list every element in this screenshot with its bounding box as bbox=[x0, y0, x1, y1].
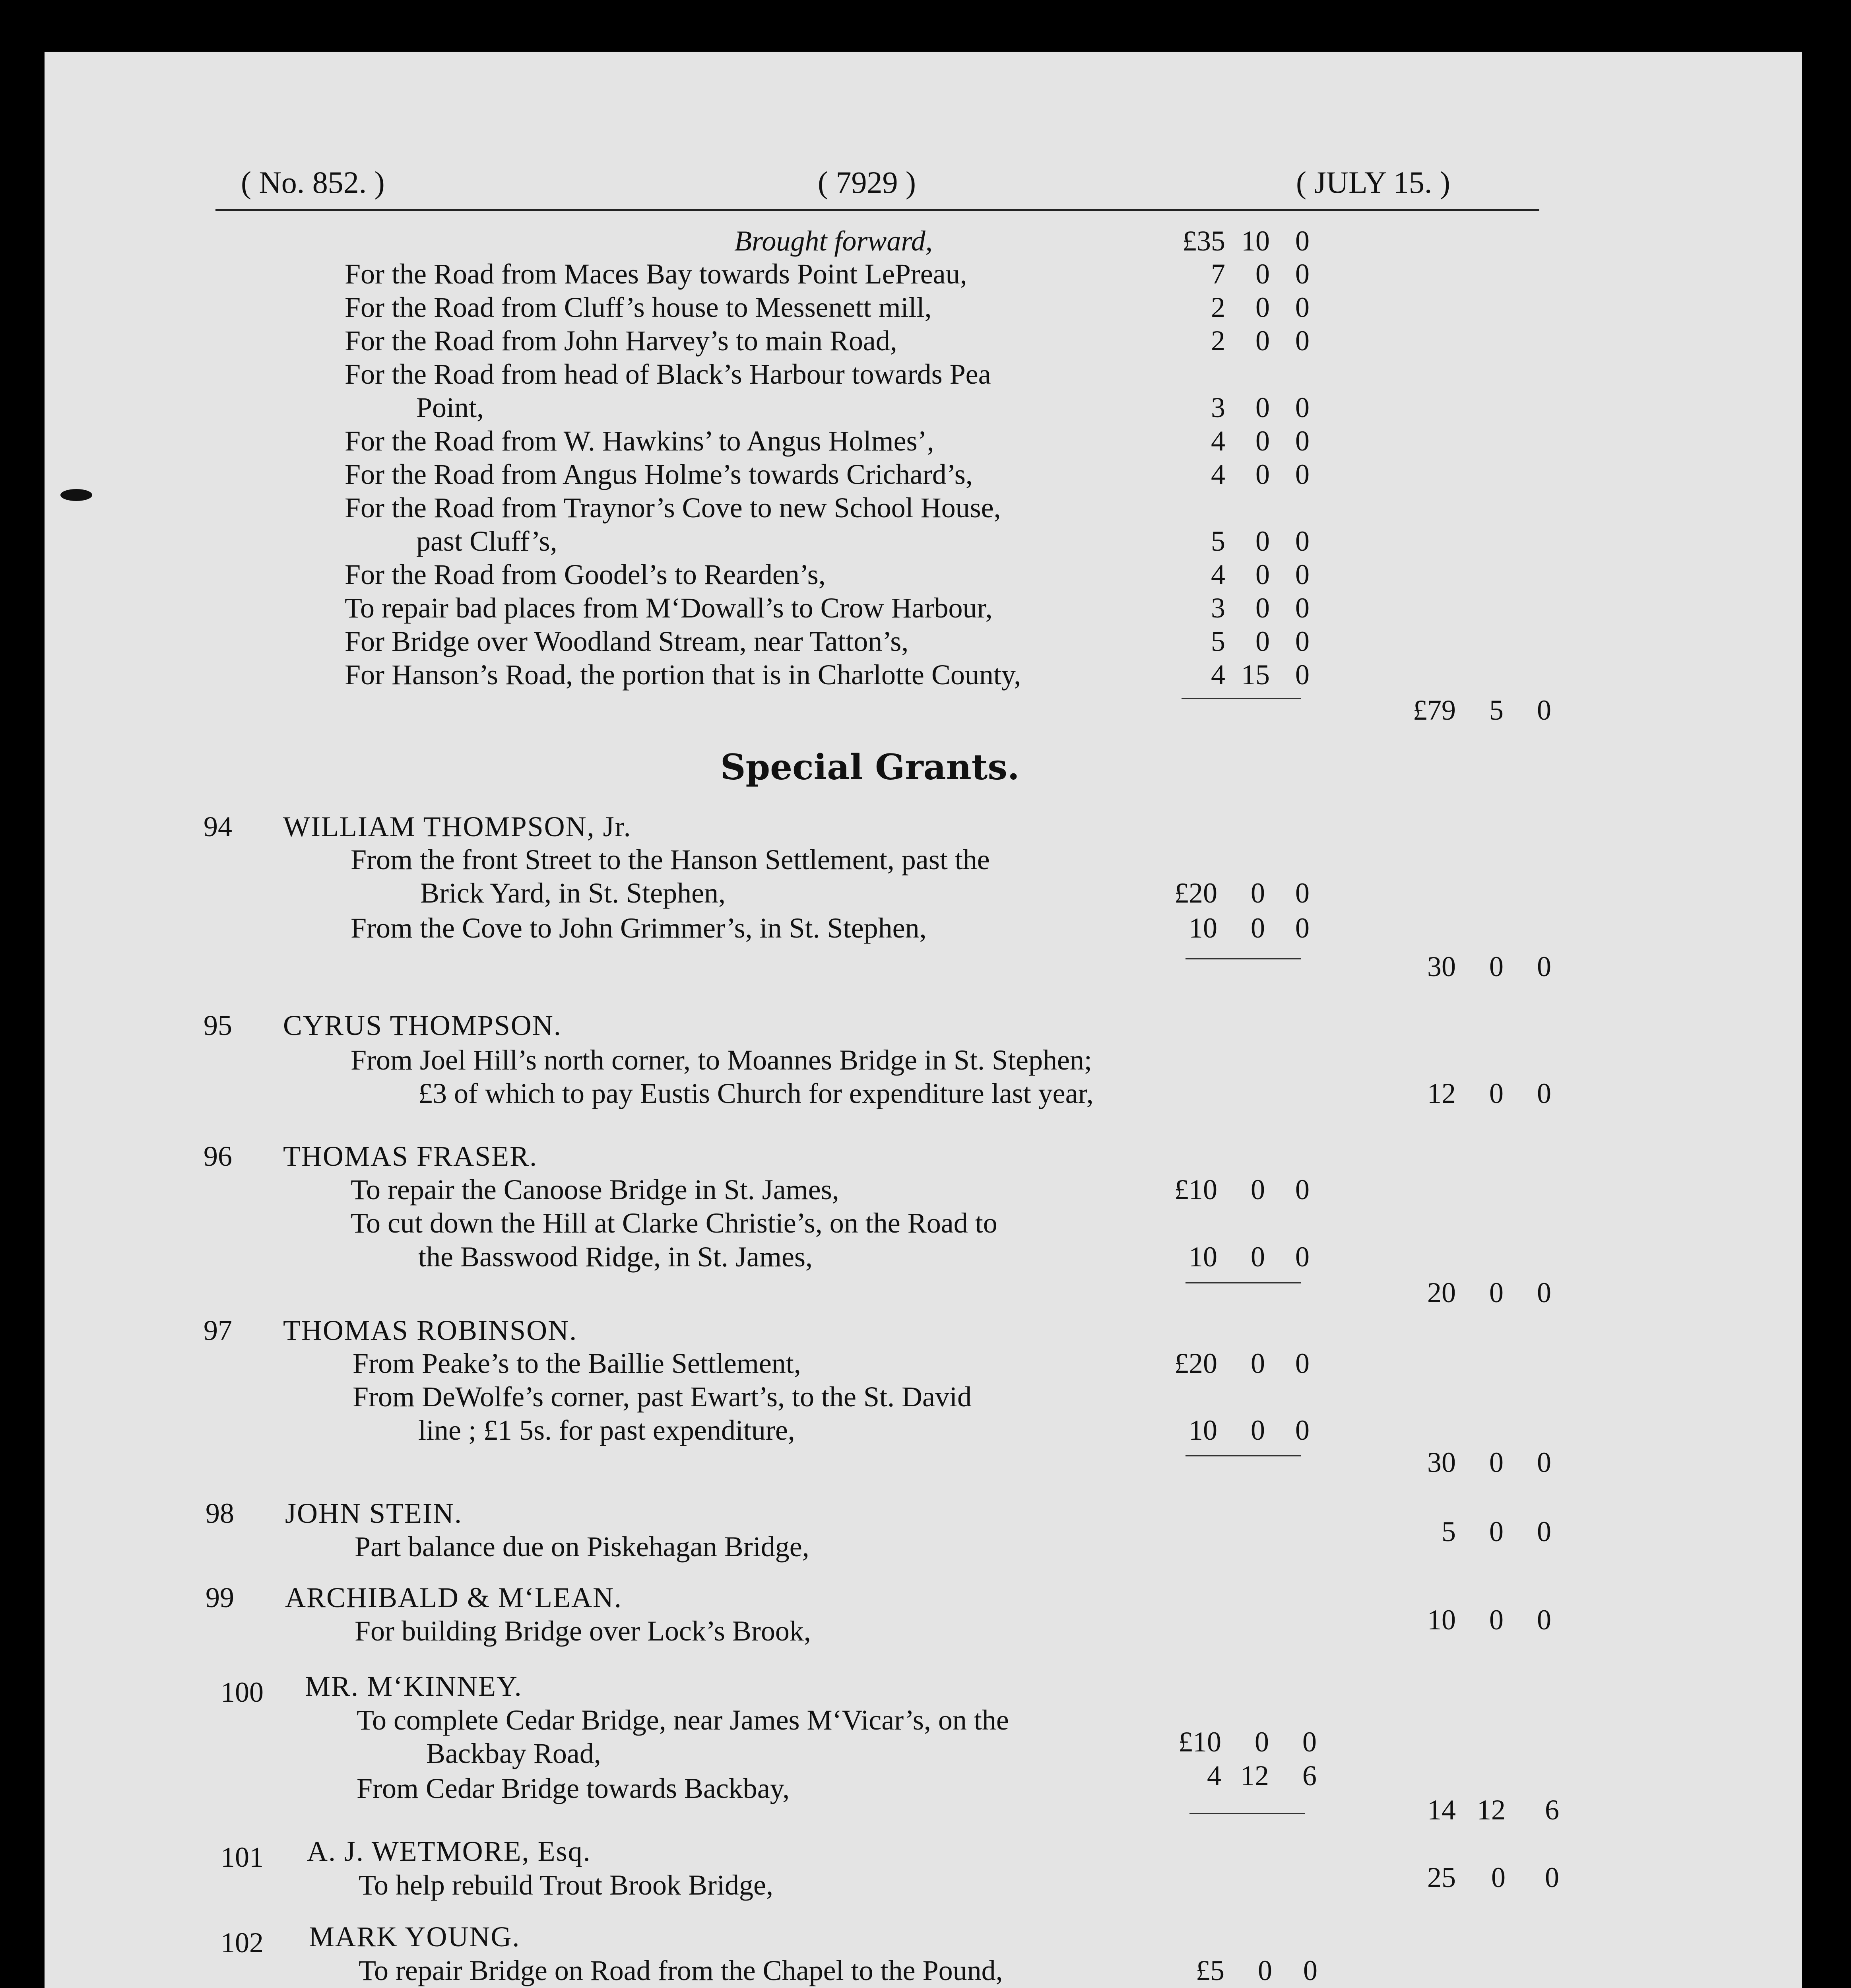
amount-pounds: 4 bbox=[1211, 425, 1225, 457]
total-pounds: 25 bbox=[1427, 1862, 1456, 1893]
total-shillings: 0 bbox=[1489, 1077, 1504, 1109]
total-pounds: 14 bbox=[1427, 1794, 1456, 1826]
total-pounds: £79 bbox=[1413, 694, 1456, 726]
amount-pounds: 10 bbox=[1189, 912, 1217, 944]
road-desc: For Bridge over Woodland Stream, near Tatton’s, bbox=[345, 625, 909, 657]
amount-pence: 0 bbox=[1295, 525, 1310, 557]
sum-rule bbox=[1185, 1455, 1301, 1456]
total-pence: 0 bbox=[1537, 1446, 1551, 1478]
header-date: ( JULY 15. ) bbox=[1296, 165, 1450, 200]
amount-pence: 6 bbox=[1302, 1760, 1317, 1792]
grant-desc-cont: £3 of which to pay Eustis Church for expenditure last year, bbox=[418, 1077, 1094, 1109]
grantee-name: ARCHIBALD & M‘LEAN. bbox=[285, 1582, 622, 1613]
amount-shillings: 0 bbox=[1255, 592, 1270, 624]
grantee-name: MARK YOUNG. bbox=[309, 1921, 520, 1953]
grant-desc-cont: Brick Yard, in St. Stephen, bbox=[420, 877, 726, 909]
grant-desc: To complete Cedar Bridge, near James M‘Vicar’s, on the bbox=[357, 1704, 1009, 1736]
total-shillings: 0 bbox=[1489, 1516, 1504, 1547]
amount-shillings: 0 bbox=[1255, 458, 1270, 490]
grantee-name: A. J. WETMORE, Esq. bbox=[307, 1835, 591, 1867]
amount-pounds: 4 bbox=[1207, 1760, 1221, 1792]
amount-shillings: 0 bbox=[1255, 258, 1270, 290]
amount-shillings: 0 bbox=[1251, 877, 1265, 909]
road-desc: For the Road from Angus Holme’s towards Crichard’s, bbox=[345, 458, 973, 490]
total-pounds: 12 bbox=[1427, 1077, 1456, 1109]
road-desc: For the Road from Goodel’s to Rearden’s, bbox=[345, 559, 826, 590]
amount-pounds: 5 bbox=[1211, 525, 1225, 557]
amount-shillings: 0 bbox=[1255, 625, 1270, 657]
grant-desc: Part balance due on Piskehagan Bridge, bbox=[355, 1531, 809, 1563]
grant-number: 101 bbox=[221, 1841, 264, 1873]
amount-pence: 0 bbox=[1295, 325, 1310, 357]
amount-pounds: £35 bbox=[1182, 225, 1225, 257]
total-pounds: 20 bbox=[1427, 1277, 1456, 1309]
total-pence: 0 bbox=[1537, 1077, 1551, 1109]
total-shillings: 0 bbox=[1489, 951, 1504, 982]
total-pence: 0 bbox=[1537, 1516, 1551, 1547]
amount-pence: 0 bbox=[1295, 912, 1310, 944]
amount-shillings: 10 bbox=[1241, 225, 1270, 257]
grantee-name: WILLIAM THOMPSON, Jr. bbox=[283, 811, 632, 843]
amount-pounds: 2 bbox=[1211, 325, 1225, 357]
amount-pence: 0 bbox=[1295, 392, 1310, 423]
amount-pounds: £5 bbox=[1196, 1955, 1224, 1986]
grantee-name: THOMAS FRASER. bbox=[283, 1140, 538, 1172]
grant-desc: From Peake’s to the Baillie Settlement, bbox=[353, 1347, 801, 1379]
amount-pounds: £20 bbox=[1174, 877, 1217, 909]
grant-number: 99 bbox=[206, 1582, 234, 1613]
ink-blot bbox=[60, 489, 92, 501]
grant-desc: From Joel Hill’s north corner, to Moannes Bridge in St. Stephen; bbox=[351, 1044, 1092, 1076]
header-number: ( No. 852. ) bbox=[241, 165, 385, 200]
amount-pence: 0 bbox=[1295, 1241, 1310, 1273]
grant-number: 98 bbox=[206, 1497, 234, 1529]
total-pounds: 5 bbox=[1442, 1516, 1456, 1547]
grantee-name: THOMAS ROBINSON. bbox=[283, 1314, 578, 1346]
total-pence: 0 bbox=[1537, 1277, 1551, 1309]
amount-pounds: £10 bbox=[1178, 1726, 1221, 1758]
amount-pounds: 10 bbox=[1189, 1241, 1217, 1273]
amount-pounds: 4 bbox=[1211, 458, 1225, 490]
amount-shillings: 0 bbox=[1251, 1414, 1265, 1446]
amount-pounds: 2 bbox=[1211, 291, 1225, 323]
total-shillings: 12 bbox=[1477, 1794, 1506, 1826]
grant-desc: To help rebuild Trout Brook Bridge, bbox=[359, 1869, 773, 1901]
amount-shillings: 0 bbox=[1255, 392, 1270, 423]
total-pence: 0 bbox=[1537, 1604, 1551, 1636]
amount-shillings: 0 bbox=[1251, 912, 1265, 944]
amount-pence: 0 bbox=[1295, 1414, 1310, 1446]
grant-number: 97 bbox=[204, 1314, 232, 1346]
amount-shillings: 0 bbox=[1255, 325, 1270, 357]
amount-pence: 0 bbox=[1295, 1347, 1310, 1379]
sum-rule bbox=[1185, 958, 1301, 959]
brought-forward-label: Brought forward, bbox=[734, 225, 933, 257]
amount-shillings: 0 bbox=[1255, 1726, 1269, 1758]
road-desc: For the Road from Cluff’s house to Messenett mill, bbox=[345, 291, 932, 323]
total-pounds: 30 bbox=[1427, 1446, 1456, 1478]
road-desc: For the Road from John Harvey’s to main Road, bbox=[345, 325, 897, 357]
amount-shillings: 15 bbox=[1241, 659, 1270, 691]
amount-pounds: 10 bbox=[1189, 1414, 1217, 1446]
grant-number: 94 bbox=[204, 811, 232, 843]
sum-rule bbox=[1185, 1282, 1301, 1283]
amount-pounds: 5 bbox=[1211, 625, 1225, 657]
total-shillings: 0 bbox=[1489, 1446, 1504, 1478]
amount-shillings: 0 bbox=[1255, 291, 1270, 323]
amount-pence: 0 bbox=[1295, 291, 1310, 323]
road-desc: For the Road from W. Hawkins’ to Angus Holmes’, bbox=[345, 425, 934, 457]
amount-shillings: 0 bbox=[1255, 559, 1270, 590]
road-desc-cont: past Cluff’s, bbox=[416, 525, 557, 557]
total-pence: 6 bbox=[1545, 1794, 1559, 1826]
amount-pence: 0 bbox=[1303, 1955, 1317, 1986]
road-desc: For the Road from Maces Bay towards Point LePreau, bbox=[345, 258, 967, 290]
total-pounds: 30 bbox=[1427, 951, 1456, 982]
amount-pounds: 4 bbox=[1211, 559, 1225, 590]
amount-pence: 0 bbox=[1295, 559, 1310, 590]
grant-desc: To repair Bridge on Road from the Chapel to the Pound, bbox=[359, 1955, 1003, 1986]
amount-pounds: £10 bbox=[1174, 1174, 1217, 1206]
grant-desc: To repair the Canoose Bridge in St. James, bbox=[351, 1174, 839, 1206]
amount-pence: 0 bbox=[1295, 225, 1310, 257]
grantee-name: MR. M‘KINNEY. bbox=[305, 1670, 522, 1702]
total-pounds: 10 bbox=[1427, 1604, 1456, 1636]
grantee-name: JOHN STEIN. bbox=[285, 1497, 462, 1529]
grant-number: 96 bbox=[204, 1140, 232, 1172]
grantee-name: CYRUS THOMPSON. bbox=[283, 1010, 562, 1041]
amount-pounds: 3 bbox=[1211, 592, 1225, 624]
grant-desc: From the front Street to the Hanson Settlement, past the bbox=[351, 844, 990, 876]
grant-number: 95 bbox=[204, 1010, 232, 1041]
grant-desc: From Cedar Bridge towards Backbay, bbox=[357, 1773, 790, 1804]
road-desc: For Hanson’s Road, the portion that is in Charlotte County, bbox=[345, 659, 1021, 691]
road-desc: For the Road from Traynor’s Cove to new School House, bbox=[345, 492, 1001, 524]
document-page bbox=[45, 52, 1802, 1988]
amount-pounds: 4 bbox=[1211, 659, 1225, 691]
road-desc: To repair bad places from M‘Dowall’s to Crow Harbour, bbox=[345, 592, 993, 624]
total-pence: 0 bbox=[1545, 1862, 1559, 1893]
header-page: ( 7929 ) bbox=[818, 165, 916, 200]
amount-pence: 0 bbox=[1295, 877, 1310, 909]
amount-pence: 0 bbox=[1295, 458, 1310, 490]
header-rule bbox=[215, 209, 1539, 211]
special-grants-heading: Special Grants. bbox=[720, 746, 1020, 788]
amount-shillings: 0 bbox=[1251, 1347, 1265, 1379]
grant-desc: To cut down the Hill at Clarke Christie’s, on the Road to bbox=[351, 1207, 997, 1239]
amount-pence: 0 bbox=[1295, 659, 1310, 691]
amount-pence: 0 bbox=[1295, 592, 1310, 624]
amount-pounds: £20 bbox=[1174, 1347, 1217, 1379]
total-pence: 0 bbox=[1537, 951, 1551, 982]
amount-shillings: 0 bbox=[1255, 525, 1270, 557]
grant-number: 100 bbox=[221, 1676, 264, 1708]
amount-shillings: 0 bbox=[1255, 425, 1270, 457]
amount-shillings: 0 bbox=[1258, 1955, 1272, 1986]
total-shillings: 0 bbox=[1491, 1862, 1506, 1893]
road-desc-cont: Point, bbox=[416, 392, 484, 423]
grant-desc-cont: Backbay Road, bbox=[426, 1738, 601, 1769]
grant-desc-cont: the Basswood Ridge, in St. James, bbox=[418, 1241, 813, 1273]
amount-pence: 0 bbox=[1295, 258, 1310, 290]
sum-rule bbox=[1189, 1813, 1305, 1814]
total-shillings: 0 bbox=[1489, 1277, 1504, 1309]
amount-pence: 0 bbox=[1302, 1726, 1317, 1758]
amount-shillings: 0 bbox=[1251, 1241, 1265, 1273]
amount-pounds: 7 bbox=[1211, 258, 1225, 290]
amount-shillings: 0 bbox=[1251, 1174, 1265, 1206]
grant-desc: For building Bridge over Lock’s Brook, bbox=[355, 1615, 811, 1647]
total-shillings: 5 bbox=[1489, 694, 1504, 726]
sum-rule bbox=[1182, 698, 1301, 699]
amount-shillings: 12 bbox=[1240, 1760, 1269, 1792]
road-desc: For the Road from head of Black’s Harbour towards Pea bbox=[345, 358, 991, 390]
grant-desc: From the Cove to John Grimmer’s, in St. Stephen, bbox=[351, 912, 927, 944]
amount-pounds: 3 bbox=[1211, 392, 1225, 423]
grant-desc-cont: line ; £1 5s. for past expenditure, bbox=[418, 1414, 795, 1446]
grant-number: 102 bbox=[221, 1927, 264, 1959]
amount-pence: 0 bbox=[1295, 625, 1310, 657]
amount-pence: 0 bbox=[1295, 425, 1310, 457]
total-shillings: 0 bbox=[1489, 1604, 1504, 1636]
amount-pence: 0 bbox=[1295, 1174, 1310, 1206]
grant-desc: From DeWolfe’s corner, past Ewart’s, to the St. David bbox=[353, 1381, 972, 1413]
total-pence: 0 bbox=[1537, 694, 1551, 726]
